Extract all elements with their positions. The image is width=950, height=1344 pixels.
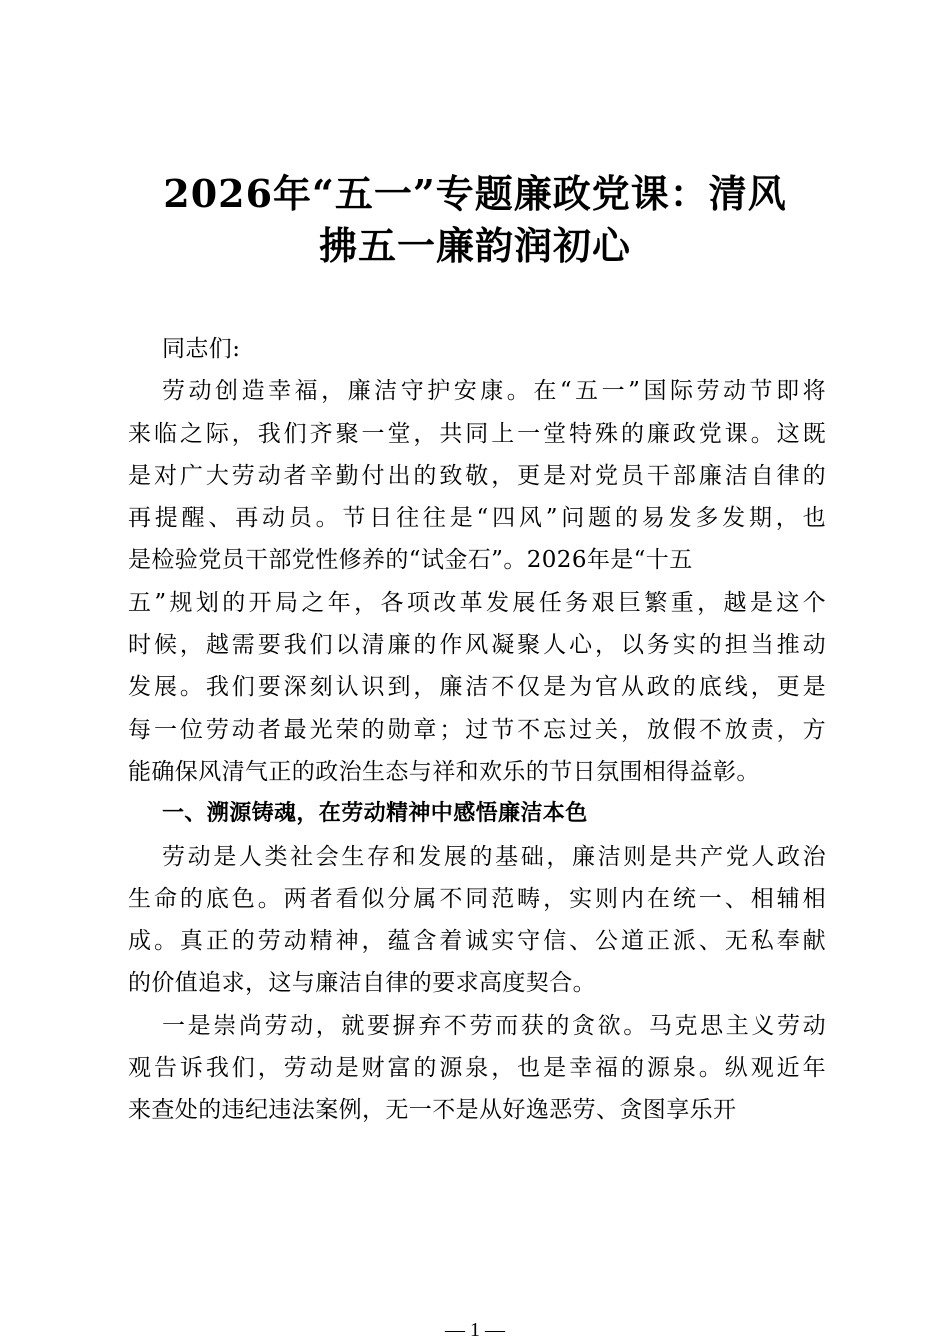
paragraph-line: 一是崇尚劳动，就要摒弃不劳而获的贪欲。马克思主义劳动 [162, 1012, 826, 1039]
paragraph-line: 是对广大劳动者辛勤付出的致敬，更是对党员干部廉洁自律的 [128, 462, 826, 489]
paragraph-line: 每一位劳动者最光荣的勋章；过节不忘过关，放假不放责，方 [128, 716, 826, 743]
paragraph-section-1-intro [128, 836, 826, 1005]
paragraph-line: 生命的底色。两者看似分属不同范畴，实则内在统一、相辅相 [128, 885, 826, 912]
section-heading-1: 一、溯源铸魂，在劳动精神中感悟廉洁本色 [162, 801, 588, 827]
paragraph-line: 时候，越需要我们以清廉的作风凝聚人心，以务实的担当推动 [128, 632, 826, 659]
paragraph-line: 成。真正的劳动精神，蕴含着诚实守信、公道正派、无私奉献 [128, 928, 826, 955]
paragraph-line: 观告诉我们，劳动是财富的源泉，也是幸福的源泉。纵观近年 [128, 1055, 826, 1082]
document-title [110, 168, 840, 272]
paragraph-line: 能确保风清气正的政治生态与祥和欢乐的节日氛围相得益彰。 [128, 758, 760, 785]
paragraph-line: 来查处的违纪违法案例，无一不是从好逸恶劳、贪图享乐开 [128, 1097, 737, 1124]
page-number: — 1 — [445, 1319, 505, 1341]
paragraph-line: 劳动是人类社会生存和发展的基础，廉洁则是共产党人政治 [162, 843, 826, 870]
paragraph-line: 来临之际，我们齐聚一堂，共同上一堂特殊的廉政党课。这既 [128, 420, 826, 447]
paragraph-line: 的价值追求，这与廉洁自律的要求高度契合。 [128, 970, 596, 997]
paragraph-line: 是检验党员干部党性修养的“试金石”。2026年是“十五 [128, 547, 693, 574]
document-body [128, 328, 826, 1132]
salutation: 同志们: [162, 336, 241, 362]
paragraph-line: 发展。我们要深刻认识到，廉洁不仅是为官从政的底线，更是 [128, 674, 826, 701]
title-line-1: 2026年“五一”专题廉政党课：清风 [163, 171, 787, 216]
paragraph-line: 再提醒、再动员。节日往往是“四风”问题的易发多发期，也 [128, 505, 826, 532]
paragraph-line: 五”规划的开局之年，各项改革发展任务艰巨繁重，越是这个 [128, 589, 826, 616]
paragraph-intro [128, 370, 826, 793]
title-line-2: 拂五一廉韵润初心 [318, 223, 631, 268]
paragraph-line: 劳动创造幸福，廉洁守护安康。在“五一”国际劳动节即将 [162, 378, 826, 405]
paragraph-point-1 [128, 1005, 826, 1132]
